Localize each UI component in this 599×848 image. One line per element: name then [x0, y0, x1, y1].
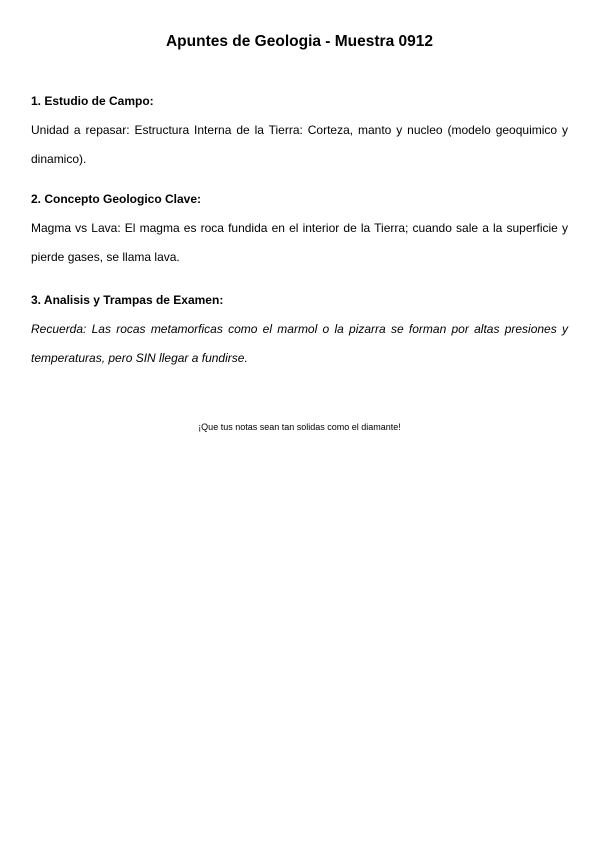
section-heading: 2. Concepto Geologico Clave:: [31, 192, 202, 206]
section-body: Unidad a repasar: Estructura Interna de la Tierra: Corteza, manto y nucleo (modelo geoquimico y dinamico).: [31, 123, 568, 166]
section-heading: 3. Analisis y Trampas de Examen:: [31, 293, 224, 307]
closing-message: ¡Que tus notas sean tan solidas como el diamante!: [198, 422, 401, 432]
page-title: Apuntes de Geologia - Muestra 0912: [165, 33, 433, 50]
section-heading: 1. Estudio de Campo:: [31, 94, 154, 108]
section-field-study: [31, 94, 568, 174]
section-key-concept: [31, 192, 568, 272]
section-body: Magma vs Lava: El magma es roca fundida en el interior de la Tierra; cuando sale a la superficie y pierde gases, se llama lava.: [31, 221, 568, 264]
section-exam-traps: [31, 293, 568, 373]
section-body: Recuerda: Las rocas metamorficas como el marmol o la pizarra se forman por altas presiones y temperaturas, pero SIN llegar a fundirse.: [31, 322, 568, 365]
